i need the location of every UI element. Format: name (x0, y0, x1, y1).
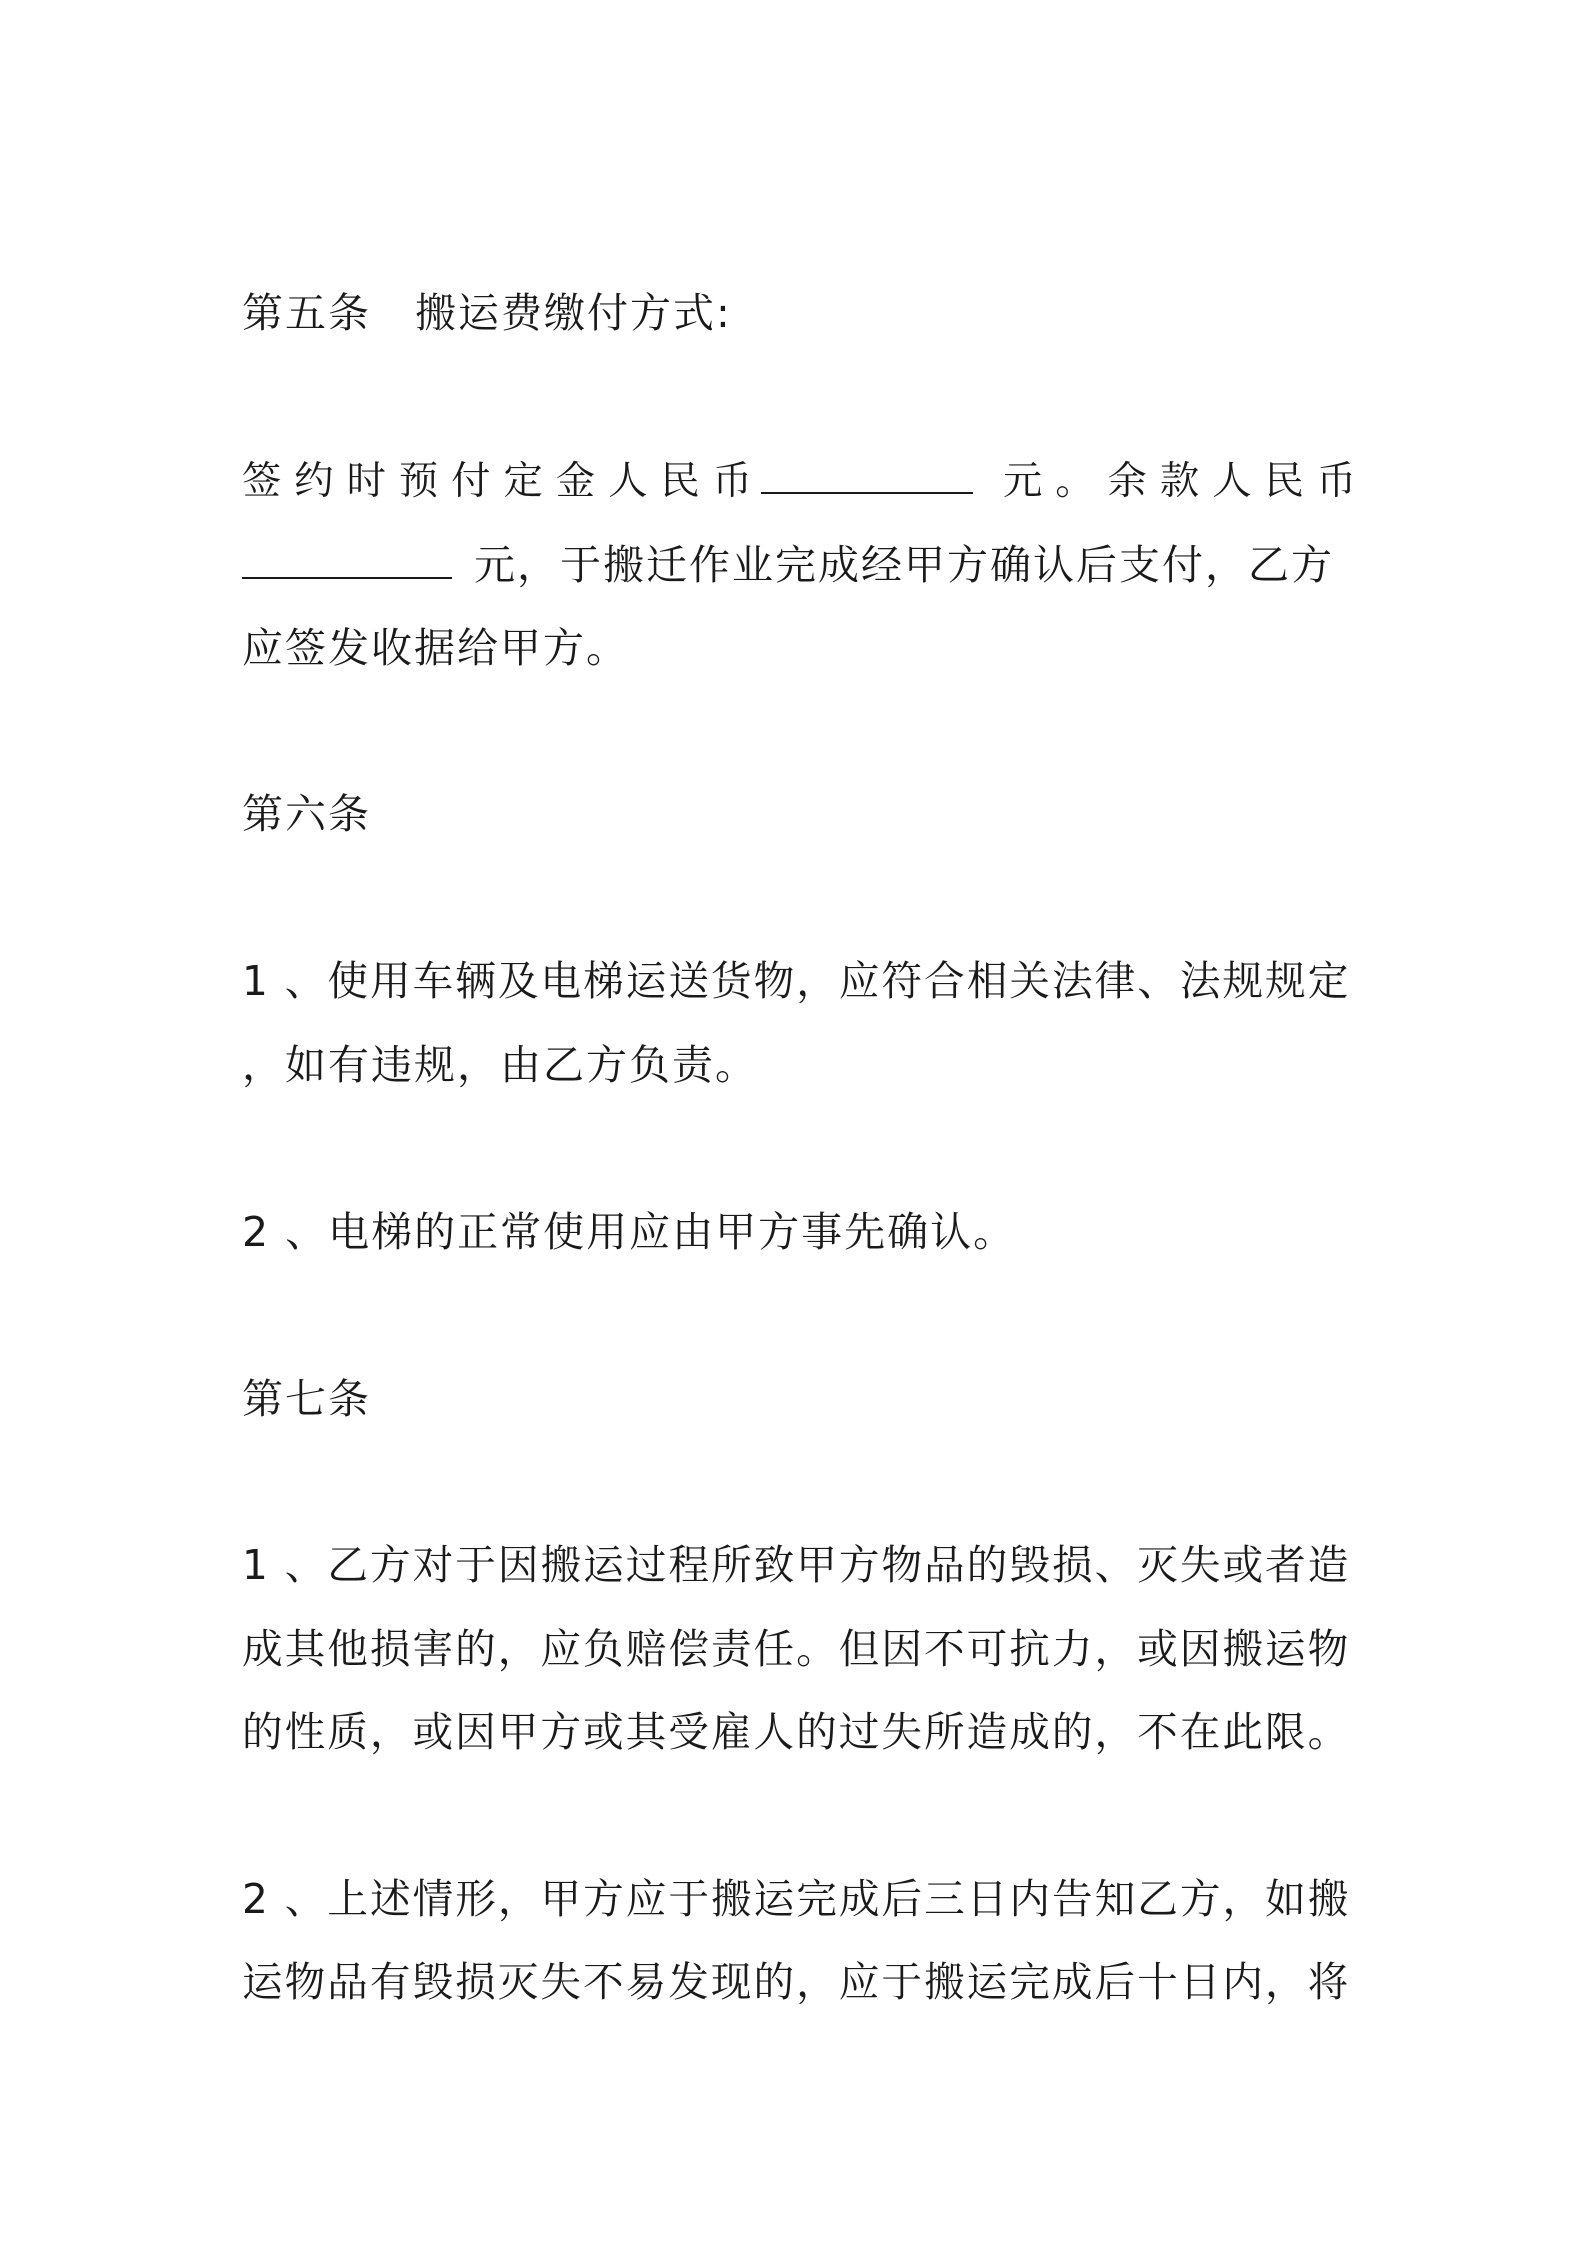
article-7-item-2-text-cont: 运物品有毁损灭失不易发现的，应于搬运完成后十日内，将 (242, 1958, 1351, 2006)
article-7-item-2-line-1 (242, 1871, 1350, 1927)
article-7-heading (242, 1371, 371, 1427)
deposit-text: 签约时预付定金人民币 (242, 459, 765, 504)
balance-amount-blank (242, 537, 452, 579)
article-7-number: 第七条 (242, 1375, 371, 1423)
payment-terms-text: 元，于搬迁作业完成经甲方确认后支付，乙方 (474, 541, 1334, 589)
article-6-item-1-line-1 (242, 953, 1350, 1009)
article-7-item-2-line-2 (242, 1954, 1350, 2010)
article-6-item-1-text-cont: ，如有违规，由乙方负责。 (242, 1041, 758, 1089)
balance-text: 元。余款人民币 (1002, 459, 1370, 504)
article-5-number: 第五条 (242, 289, 371, 337)
article-6-number: 第六条 (242, 790, 371, 838)
article-6-item-2 (242, 1204, 1016, 1260)
article-5-line-2 (242, 537, 1334, 593)
article-6-item-2-text: 2 、电梯的正常使用应由甲方事先确认。 (242, 1208, 1017, 1256)
article-5-title: 搬运费缴付方式: (415, 289, 732, 337)
article-6-heading (242, 786, 371, 842)
article-5-line-1 (242, 452, 1369, 510)
article-6-item-1-text: 1 、使用车辆及电梯运送货物，应符合相关法律、法规规定 (242, 957, 1351, 1005)
article-6-item-1-line-2 (242, 1037, 758, 1093)
article-7-item-1-line-1 (242, 1537, 1350, 1593)
article-7-item-1-line-3 (242, 1704, 1350, 1760)
article-7-item-1-text-cont: 成其他损害的，应负赔偿责任。但因不可抗力，或因搬运物 (242, 1625, 1351, 1673)
article-7-item-1-text-end: 的性质，或因甲方或其受雇人的过失所造成的，不在此限。 (242, 1708, 1351, 1756)
deposit-amount-blank (761, 452, 973, 494)
article-7-item-1-text: 1 、乙方对于因搬运过程所致甲方物品的毁损、灭失或者造 (242, 1541, 1351, 1589)
article-5-heading (242, 285, 732, 341)
article-7-item-2-text: 2 、上述情形，甲方应于搬运完成后三日内告知乙方，如搬 (242, 1875, 1351, 1923)
receipt-text: 应签发收据给甲方。 (242, 624, 629, 672)
article-5-line-3 (242, 620, 629, 676)
article-7-item-1-line-2 (242, 1621, 1350, 1677)
